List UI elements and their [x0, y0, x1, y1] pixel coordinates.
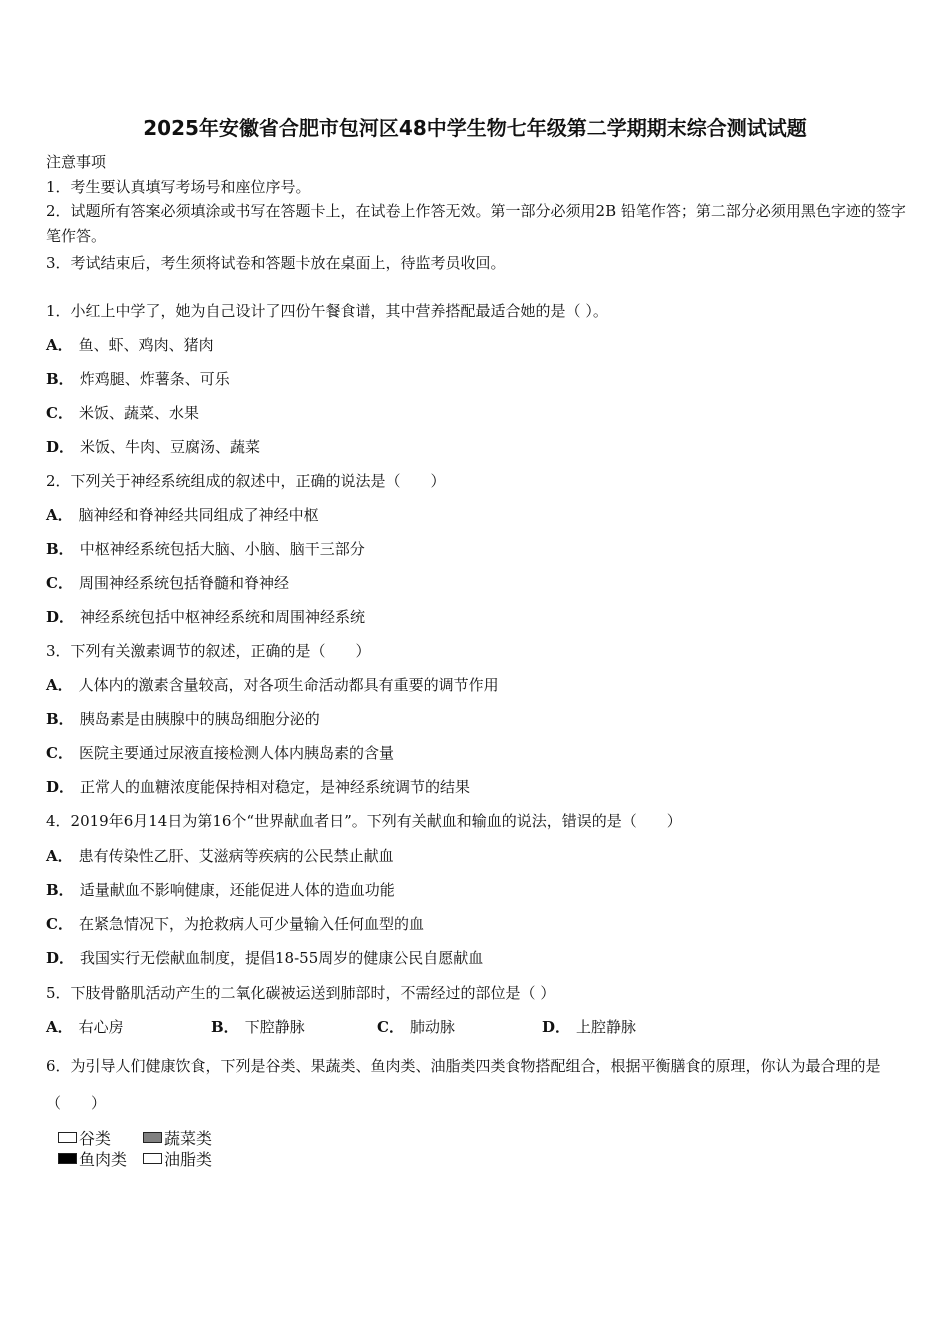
- option-label: B．: [211, 1018, 239, 1036]
- option-text: 在紧急情况下，为抢救病人可少量输入任何血型的血: [78, 915, 424, 933]
- question-5-option-c[interactable]: [377, 1016, 455, 1038]
- option-text: 人体内的激素含量较高，对各项生命活动都具有重要的调节作用: [78, 676, 499, 694]
- question-6-stem: 6．为引导人们健康饮食，下列是谷类、果蔬类、鱼肉类、油脂类四类食物搭配组合，根据平衡膳食的原理，你认为最合理的是（ ）: [46, 1057, 881, 1112]
- option-label: D．: [46, 949, 75, 967]
- option-label: A．: [46, 847, 73, 865]
- legend-swatch-vegetable: [143, 1132, 162, 1143]
- option-label: D．: [46, 608, 75, 626]
- question-1-option-d[interactable]: [46, 436, 260, 458]
- option-text: 鱼、虾、鸡肉、猪肉: [78, 336, 214, 354]
- question-1-option-b[interactable]: [46, 368, 230, 390]
- option-text: 医院主要通过尿液直接检测人体内胰岛素的含量: [78, 744, 394, 762]
- question-1-option-a[interactable]: [46, 334, 214, 356]
- legend-label-vegetable: 蔬菜类: [164, 1129, 213, 1148]
- option-label: C．: [46, 404, 73, 422]
- option-text: 米饭、牛肉、豆腐汤、蔬菜: [80, 438, 261, 456]
- question-2-option-d[interactable]: [46, 606, 365, 628]
- option-label: B．: [46, 710, 74, 728]
- question-5-option-b[interactable]: [211, 1016, 305, 1038]
- option-text: 我国实行无偿献血制度，提倡18-55周岁的健康公民自愿献血: [80, 949, 484, 967]
- option-label: C．: [46, 574, 73, 592]
- legend-label-grain: 谷类: [79, 1129, 112, 1148]
- option-label: B．: [46, 881, 74, 899]
- option-label: D．: [542, 1018, 571, 1036]
- option-text: 适量献血不影响健康，还能促进人体的造血功能: [79, 881, 395, 899]
- question-5-option-d[interactable]: [542, 1016, 636, 1038]
- notice-item-2: 2．试题所有答案必须填涂或书写在答题卡上，在试卷上作答无效。第一部分必须用2B 铅笔作答；第二部分必须用黑色字迹的签字笔作答。: [46, 202, 906, 245]
- option-label: D．: [46, 438, 75, 456]
- legend-swatch-oil: [143, 1153, 162, 1164]
- option-text: 胰岛素是由胰腺中的胰岛细胞分泌的: [79, 710, 320, 728]
- option-text: 神经系统包括中枢神经系统和周围神经系统: [80, 608, 366, 626]
- option-label: B．: [46, 370, 74, 388]
- question-5-option-a[interactable]: [46, 1016, 124, 1038]
- question-4-option-c[interactable]: [46, 913, 424, 935]
- page-title: 2025年安徽省合肥市包河区48中学生物七年级第二学期期末综合测试试题: [143, 116, 807, 140]
- legend-item-grain: [58, 1126, 111, 1149]
- notice-item-3: 3．考试结束后，考生须将试卷和答题卡放在桌面上，待监考员收回。: [46, 254, 506, 272]
- option-text: 正常人的血糖浓度能保持相对稳定，是神经系统调节的结果: [80, 778, 471, 796]
- legend-swatch-fish-meat: [58, 1153, 77, 1164]
- question-4-stem: 4．2019年6月14日为第16个“世界献血者日”。下列有关献血和输血的说法，错误的是（ ）: [46, 812, 682, 830]
- question-4-option-d[interactable]: [46, 947, 483, 969]
- question-2-option-a[interactable]: [46, 504, 319, 526]
- legend-item-fish-meat: [58, 1147, 127, 1170]
- option-label: A．: [46, 506, 73, 524]
- option-label: D．: [46, 778, 75, 796]
- option-text: 患有传染性乙肝、艾滋病等疾病的公民禁止献血: [78, 847, 394, 865]
- legend-item-vegetable: [143, 1126, 212, 1149]
- option-text: 脑神经和脊神经共同组成了神经中枢: [78, 506, 319, 524]
- option-label: A．: [46, 1018, 73, 1036]
- option-label: C．: [46, 744, 73, 762]
- question-5-stem: 5．下肢骨骼肌活动产生的二氧化碳被运送到肺部时，不需经过的部位是（ ）: [46, 984, 556, 1002]
- question-3-option-c[interactable]: [46, 742, 394, 764]
- option-text: 下腔静脉: [244, 1018, 305, 1036]
- legend-item-oil: [143, 1147, 212, 1170]
- question-2-option-b[interactable]: [46, 538, 365, 560]
- notice-item-1: 1．考生要认真填写考场号和座位序号。: [46, 178, 311, 196]
- question-1-stem: 1．小红上中学了，她为自己设计了四份午餐食谱，其中营养搭配最适合她的是（ ）。: [46, 302, 608, 320]
- option-label: C．: [46, 915, 73, 933]
- question-2-stem: 2．下列关于神经系统组成的叙述中，正确的说法是（ ）: [46, 472, 446, 490]
- question-3-stem: 3．下列有关激素调节的叙述，正确的是（ ）: [46, 642, 371, 660]
- option-label: A．: [46, 676, 73, 694]
- question-3-option-b[interactable]: [46, 708, 320, 730]
- question-3-option-d[interactable]: [46, 776, 470, 798]
- legend-label-oil: 油脂类: [164, 1150, 213, 1169]
- question-2-option-c[interactable]: [46, 572, 289, 594]
- option-text: 右心房: [78, 1018, 124, 1036]
- question-1-option-c[interactable]: [46, 402, 199, 424]
- option-label: B．: [46, 540, 74, 558]
- notice-heading: 注意事项: [46, 153, 107, 171]
- question-4-option-b[interactable]: [46, 879, 395, 901]
- option-text: 肺动脉: [409, 1018, 455, 1036]
- option-label: A．: [46, 336, 73, 354]
- option-label: C．: [377, 1018, 404, 1036]
- option-text: 周围神经系统包括脊髓和脊神经: [78, 574, 289, 592]
- question-3-option-a[interactable]: [46, 674, 499, 696]
- option-text: 上腔静脉: [576, 1018, 637, 1036]
- option-text: 米饭、蔬菜、水果: [78, 404, 199, 422]
- legend-label-fish-meat: 鱼肉类: [79, 1150, 128, 1169]
- question-4-option-a[interactable]: [46, 845, 394, 867]
- option-text: 中枢神经系统包括大脑、小脑、脑干三部分: [79, 540, 365, 558]
- legend-swatch-grain: [58, 1132, 77, 1143]
- option-text: 炸鸡腿、炸薯条、可乐: [79, 370, 230, 388]
